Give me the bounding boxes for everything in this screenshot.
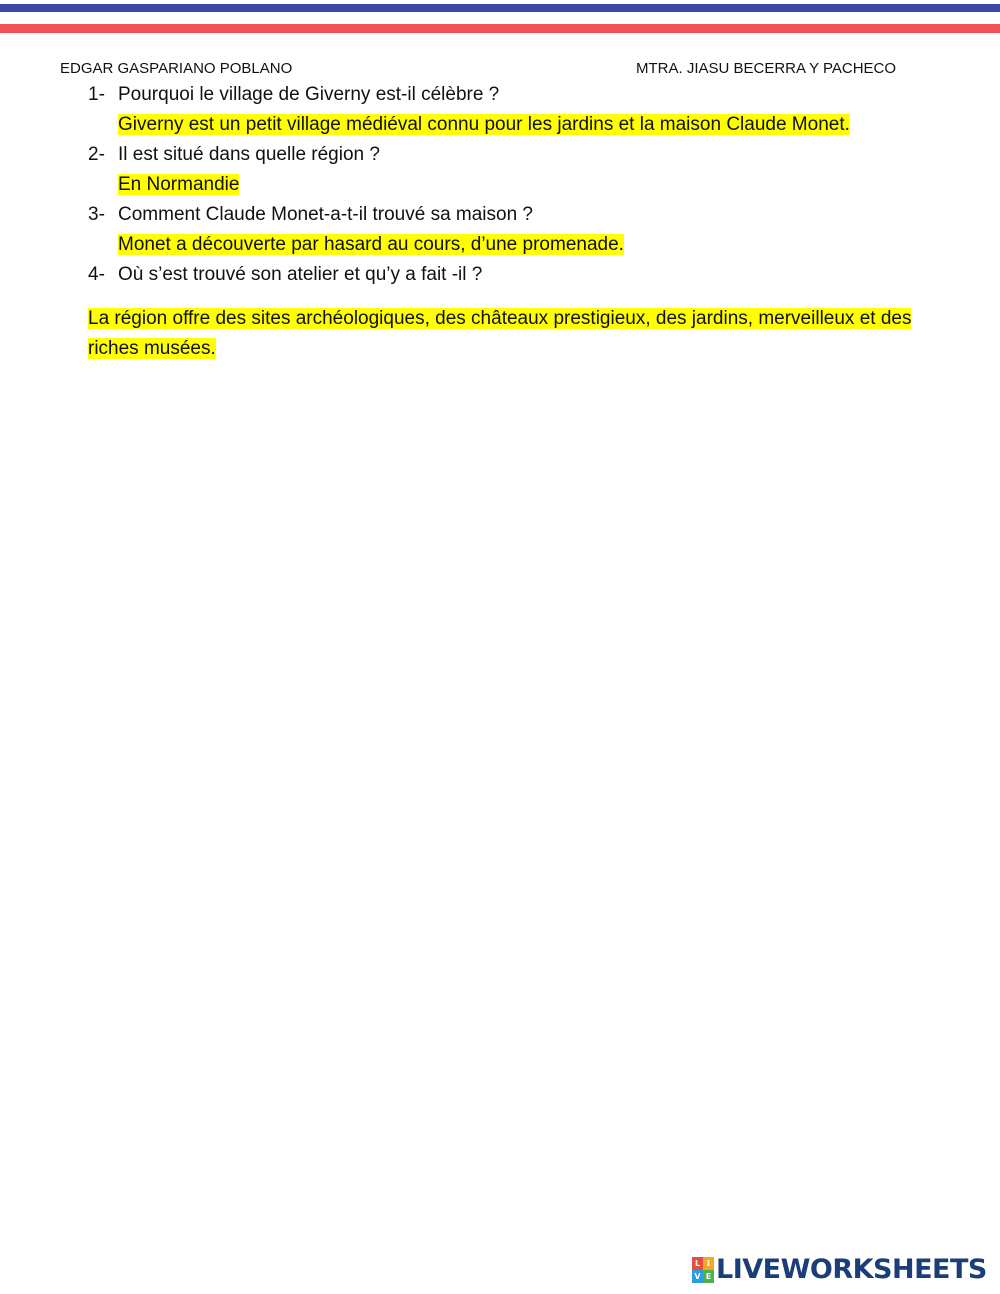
question-3 — [88, 200, 533, 230]
question-number: 4- — [88, 264, 105, 285]
flag-stripe-blue — [0, 4, 1000, 12]
teacher-name: MTRA. JIASU BECERRA Y PACHECO — [636, 60, 897, 77]
question-text: Comment Claude Monet-a-t-il trouvé sa maison ? — [118, 204, 534, 225]
logo-letter: V — [692, 1270, 703, 1283]
logo-letter: I — [703, 1257, 714, 1270]
liveworksheets-logo-icon — [692, 1257, 714, 1283]
answer-1 — [118, 110, 850, 140]
question-number: 2- — [88, 144, 105, 165]
question-number: 1- — [88, 84, 105, 105]
region-paragraph — [88, 304, 928, 364]
student-name: EDGAR GASPARIANO POBLANO — [60, 60, 293, 77]
question-4 — [88, 260, 482, 290]
question-text: Où s’est trouvé son atelier et qu’y a fait -il ? — [118, 264, 483, 285]
question-1 — [88, 80, 499, 110]
liveworksheets-brand — [692, 1254, 987, 1285]
answer-text: Giverny est un petit village médiéval connu pour les jardins et la maison Claude Monet. — [118, 114, 850, 135]
answer-text: Monet a découverte par hasard au cours, d’une promenade. — [118, 234, 624, 255]
paragraph-text: La région offre des sites archéologiques, des châteaux prestigieux, des jardins, merveilleux et des riches musées. — [88, 308, 912, 359]
answer-text: En Normandie — [118, 174, 240, 195]
brand-name: LIVEWORKSHEETS — [716, 1254, 987, 1285]
question-number: 3- — [88, 204, 105, 225]
logo-letter: E — [703, 1270, 714, 1283]
flag-stripe-red — [0, 24, 1000, 33]
question-text: Il est situé dans quelle région ? — [118, 144, 380, 165]
question-text: Pourquoi le village de Giverny est-il célèbre ? — [118, 84, 500, 105]
logo-letter: L — [692, 1257, 703, 1270]
question-2 — [88, 140, 380, 170]
answer-3 — [118, 230, 624, 260]
answer-2 — [118, 170, 239, 200]
